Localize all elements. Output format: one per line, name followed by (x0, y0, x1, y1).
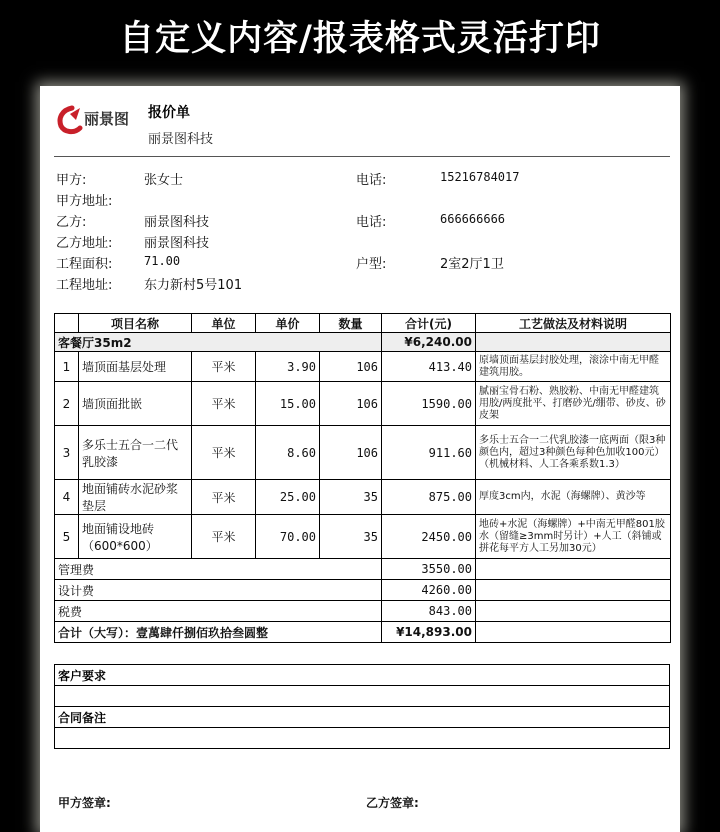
grand-total-note (476, 622, 671, 643)
row-no: 2 (55, 382, 79, 426)
banner-title: 自定义内容/报表格式灵活打印 (119, 19, 601, 59)
fee-label: 管理费 (55, 559, 382, 580)
row-no: 1 (55, 352, 79, 382)
grand-total-label: 合计（大写）：壹萬肆仟捌佰玖拾叁圆整 (55, 622, 382, 643)
row-price: 8.60 (256, 426, 320, 480)
phone-a-label: 电话: (356, 173, 387, 188)
row-total: 2450.00 (382, 515, 476, 559)
table-row (55, 480, 671, 515)
table-row (55, 352, 671, 382)
row-item: 地面铺设地砖（600*600） (79, 515, 192, 559)
phone-b-value: 666666666 (440, 212, 506, 226)
row-total: 1590.00 (382, 382, 476, 426)
site-label: 工程地址: (56, 278, 113, 293)
fee-label: 税费 (55, 601, 382, 622)
row-note: 地砖+水泥（海螺牌）+中南无甲醛801胶水（留缝≥3mm时另计）+人工（斜铺或拼花每平方人工另加30元） (476, 515, 671, 559)
section-name: 客餐厅35m2 (55, 333, 382, 352)
col-header-total: 合计(元) (382, 314, 476, 333)
row-qty: 35 (320, 515, 382, 559)
fee-value: 3550.00 (382, 559, 476, 580)
site-value: 东力新村5号101 (144, 278, 243, 293)
col-header-unit: 单位 (192, 314, 256, 333)
contract-notes-label: 合同备注 (55, 707, 670, 728)
row-total: 911.60 (382, 426, 476, 480)
fee-note (476, 580, 671, 601)
row-no: 5 (55, 515, 79, 559)
phone-a-value: 15216784017 (440, 170, 520, 184)
party-a-signature-label: 甲方签章: (58, 796, 111, 810)
table-row (55, 382, 671, 426)
row-qty: 106 (320, 382, 382, 426)
col-header-note: 工艺做法及材料说明 (476, 314, 671, 333)
section-total: ¥6,240.00 (382, 333, 476, 352)
fee-label: 设计费 (55, 580, 382, 601)
row-price: 70.00 (256, 515, 320, 559)
area-value: 71.00 (144, 254, 181, 268)
addr-b-label: 乙方地址: (56, 236, 113, 251)
layout-value: 2室2厅1卫 (440, 257, 504, 272)
fee-note (476, 559, 671, 580)
header-divider (54, 156, 670, 157)
table-row (55, 515, 671, 559)
row-qty: 106 (320, 352, 382, 382)
row-item: 墙顶面批嵌 (79, 382, 192, 426)
customer-requirements-label: 客户要求 (55, 665, 670, 686)
section-row (55, 333, 671, 352)
row-qty: 106 (320, 426, 382, 480)
remarks-table (54, 664, 670, 749)
area-label: 工程面积: (56, 257, 113, 272)
fee-note (476, 601, 671, 622)
col-header-item: 项目名称 (79, 314, 192, 333)
row-item: 墙顶面基层处理 (79, 352, 192, 382)
party-b-value: 丽景图科技 (144, 215, 210, 230)
col-header-price: 单价 (256, 314, 320, 333)
table-row (55, 426, 671, 480)
fee-value: 4260.00 (382, 580, 476, 601)
row-total: 413.40 (382, 352, 476, 382)
company-name: 丽景图科技 (148, 132, 214, 147)
table-header-row (55, 314, 671, 333)
row-note: 厚度3cm内，水泥（海螺牌）、黄沙等 (476, 480, 671, 515)
row-total: 875.00 (382, 480, 476, 515)
quote-sheet (40, 86, 680, 832)
row-unit: 平米 (192, 515, 256, 559)
contract-notes-field[interactable] (55, 728, 670, 749)
row-unit: 平米 (192, 480, 256, 515)
grand-total-value: ¥14,893.00 (382, 622, 476, 643)
row-price: 15.00 (256, 382, 320, 426)
row-unit: 平米 (192, 426, 256, 480)
logo-text: 丽景图 (84, 110, 130, 128)
customer-requirements-field[interactable] (55, 686, 670, 707)
quote-table (54, 313, 671, 643)
row-no: 4 (55, 480, 79, 515)
fee-row-management (55, 559, 671, 580)
party-a-value: 张女士 (144, 173, 184, 188)
row-price: 3.90 (256, 352, 320, 382)
party-b-label: 乙方: (56, 215, 87, 230)
addr-b-value: 丽景图科技 (144, 236, 210, 251)
fee-value: 843.00 (382, 601, 476, 622)
document-title: 报价单 (148, 105, 190, 121)
layout-label: 户型: (356, 257, 387, 272)
row-price: 25.00 (256, 480, 320, 515)
row-unit: 平米 (192, 382, 256, 426)
row-item: 地面铺砖水泥砂浆垫层 (79, 480, 192, 515)
row-item: 多乐士五合一二代乳胶漆 (79, 426, 192, 480)
row-no: 3 (55, 426, 79, 480)
phone-b-label: 电话: (356, 215, 387, 230)
addr-a-label: 甲方地址: (56, 194, 113, 209)
party-a-label: 甲方: (56, 173, 87, 188)
col-header-no (55, 314, 79, 333)
fee-row-tax (55, 601, 671, 622)
row-qty: 35 (320, 480, 382, 515)
col-header-qty: 数量 (320, 314, 382, 333)
grand-total-row (55, 622, 671, 643)
section-note (476, 333, 671, 352)
row-note: 腻丽宝骨石粉、熟胶粉、中南无甲醛建筑用胶/两度批平、打磨砂光/绷带、砂皮、砂皮架 (476, 382, 671, 426)
party-b-signature-label: 乙方签章: (366, 796, 419, 810)
row-note: 多乐士五合一二代乳胶漆一底两面（限3种颜色内，超过3种颜色每种色加收100元）（机械材料、人工各乘系数1.3） (476, 426, 671, 480)
fee-row-design (55, 580, 671, 601)
row-unit: 平米 (192, 352, 256, 382)
row-note: 原墙顶面基层封胶处理，滚涂中南无甲醛建筑用胶。 (476, 352, 671, 382)
